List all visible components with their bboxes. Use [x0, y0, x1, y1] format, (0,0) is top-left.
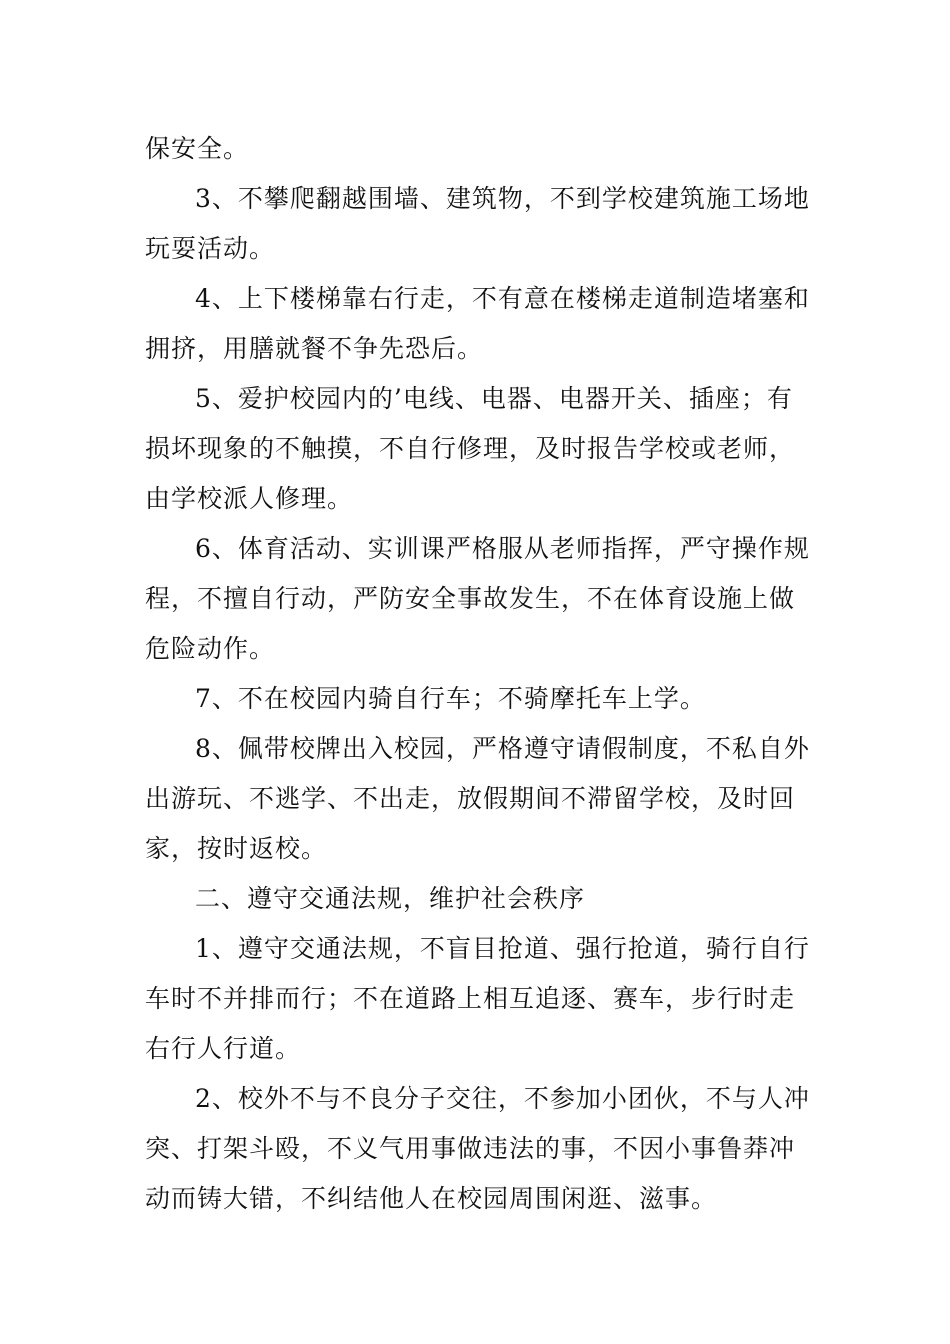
text-line: 玩耍活动。 [145, 234, 276, 263]
text-line: 危险动作。 [145, 634, 276, 663]
text-line: 拥挤，用膳就餐不争先恐后。 [145, 334, 484, 363]
text-line: 程，不擅自行动，严防安全事故发生，不在体育设施上做 [145, 584, 796, 613]
text-line: 损坏现象的不触摸，不自行修理，及时报告学校或老师， [145, 434, 796, 463]
text-line: 4、上下楼梯靠右行走，不有意在楼梯走道制造堵塞和 [195, 284, 810, 313]
text-line: 保安全。 [145, 134, 250, 163]
text-line: 突、打架斗殴，不义气用事做违法的事，不因小事鲁莽冲 [145, 1134, 796, 1163]
text-line: 由学校派人修理。 [145, 484, 354, 513]
text-line: 8、佩带校牌出入校园，严格遵守请假制度，不私自外 [195, 734, 810, 763]
section-heading: 二、遵守交通法规，维护社会秩序 [195, 884, 586, 913]
text-line: 6、体育活动、实训课严格服从老师指挥，严守操作规 [195, 534, 810, 563]
text-line: 右行人行道。 [145, 1034, 302, 1063]
text-line: 车时不并排而行；不在道路上相互追逐、赛车，步行时走 [145, 984, 796, 1013]
text-line: 动而铸大错，不纠结他人在校园周围闲逛、滋事。 [145, 1184, 718, 1213]
text-line: 1、遵守交通法规，不盲目抢道、强行抢道，骑行自行 [195, 934, 810, 963]
text-line: 出游玩、不逃学、不出走，放假期间不滞留学校，及时回 [145, 784, 796, 813]
text-line: 5、爱护校园内的’电线、电器、电器开关、插座；有 [195, 384, 793, 413]
text-line: 7、不在校园内骑自行车；不骑摩托车上学。 [195, 684, 706, 713]
text-line: 家，按时返校。 [145, 834, 328, 863]
text-line: 2、校外不与不良分子交往，不参加小团伙，不与人冲 [195, 1084, 810, 1113]
text-line: 3、不攀爬翻越围墙、建筑物，不到学校建筑施工场地 [195, 184, 810, 213]
